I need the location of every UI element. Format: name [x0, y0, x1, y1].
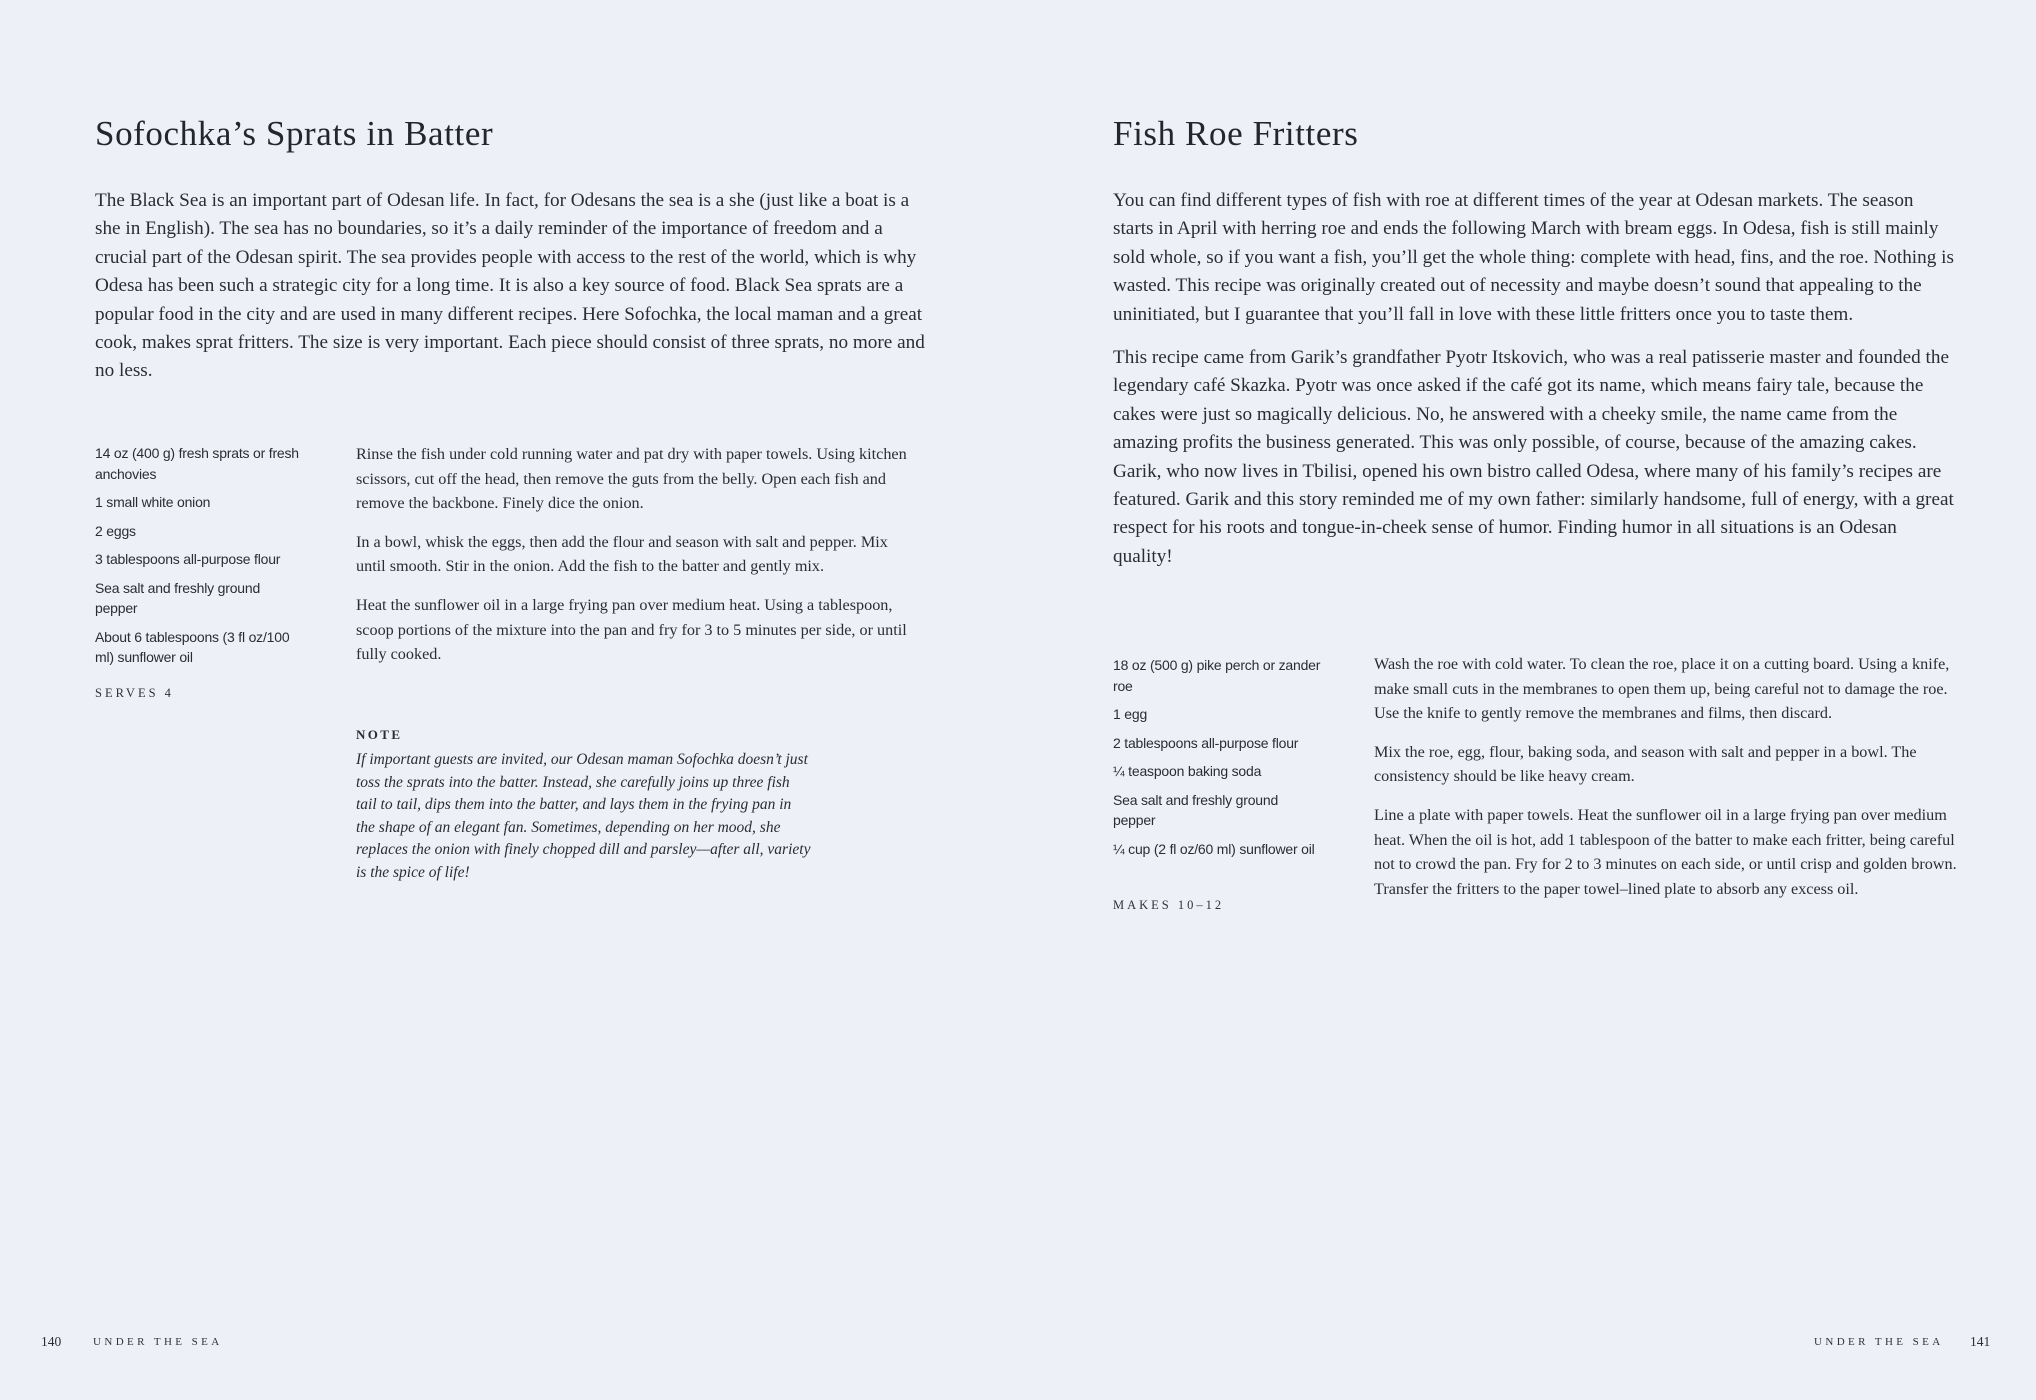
recipe-intro	[95, 187, 931, 401]
recipe-intro	[1113, 187, 1955, 586]
intro-paragraph: You can find different types of fish with roe at different times of the year at Odesan markets. The season starts in April with herring roe and ends the following March with bream eggs. In Odesa, fish is still mainly sold whole, so if you want a fish, you’ll get the whole thing: complete with head, fins, and the roe. Nothing is wasted. This recipe was originally created out of necessity and maybe doesn’t sound that appealing to the uninitiated, but I guarantee that you’ll fall in love with these little fritters once you to taste them.	[1113, 190, 1954, 325]
recipe-yield: SERVES 4	[95, 686, 174, 700]
ingredient-item: ¼ teaspoon baking soda	[1113, 763, 1262, 779]
ingredient-item: Sea salt and freshly ground pepper	[1113, 791, 1279, 828]
running-head: UNDER THE SEA	[93, 1336, 223, 1348]
recipe-title: Fish Roe Fritters	[1113, 114, 1359, 153]
method-steps	[356, 442, 916, 681]
ingredient-item: 2 tablespoons all-purpose flour	[1113, 734, 1299, 751]
ingredient-item: 2 eggs	[95, 522, 136, 539]
note-text: If important guests are invited, our Odesan maman Sofochka doesn’t just toss the sprats into the batter. Instead, she carefully joins up three fish tail to tail, dips them into the batter, and lays them in the frying pan in the shape of an elegant fan. Sometimes, depending on her mood, she replaces the onion with finely chopped dill and parsley—after all, variety is the spice of life!	[356, 751, 811, 881]
ingredient-list	[95, 443, 305, 676]
note-label: NOTE	[356, 727, 403, 742]
recipe-note	[356, 727, 811, 885]
recipe-yield: MAKES 10–12	[1113, 898, 1225, 912]
ingredient-list	[1113, 655, 1323, 867]
page-number: 140	[41, 1334, 62, 1349]
page-number: 141	[1970, 1334, 1991, 1349]
method-step: Wash the roe with cold water. To clean the roe, place it on a cutting board. Using a knife, make small cuts in the membranes to open them up, being careful not to damage the roe. Use the knife to gently remove the membranes and films, then discard.	[1374, 655, 1950, 723]
method-step: Heat the sunflower oil in a large frying pan over medium heat. Using a tablespoon, scoop portions of the mixture into the pan and fry for 3 to 5 minutes per side, or until fully cooked.	[356, 595, 907, 664]
right-page	[1018, 0, 2036, 1400]
method-step: Line a plate with paper towels. Heat the sunflower oil in a large frying pan over medium heat. When the oil is hot, add 1 tablespoon of the batter to make each fritter, being careful not to crowd the pan. Fry for 2 to 3 minutes on each side, or until crisp and golden brown. Transfer the fritters to the paper towel–lined plate to absorb any excess oil.	[1374, 805, 1957, 898]
recipe-title: Sofochka’s Sprats in Batter	[95, 114, 494, 153]
ingredient-item: ¼ cup (2 fl oz/60 ml) sunflower oil	[1113, 840, 1315, 857]
running-head: UNDER THE SEA	[1814, 1336, 1944, 1348]
method-step: Mix the roe, egg, flour, baking soda, and season with salt and pepper in a bowl. The consistency should be like heavy cream.	[1374, 742, 1917, 786]
intro-paragraph: This recipe came from Garik’s grandfather Pyotr Itskovich, who was a real patisserie master and founded the legendary café Skazka. Pyotr was once asked if the café got its name, which means fairy tale, because the cakes were just so magically delicious. No, he answered with a cheeky smile, the name came from the amazing profits the business generated. This was only possible, of course, because of the amazing cakes. Garik, who now lives in Tbilisi, opened his own bistro called Odesa, where many of his family’s recipes are featured. Garik and this story reminded me of my own father: similarly handsome, full of energy, with a great respect for his roots and tongue-in-cheek sense of humor. Finding humor in all situations is an Odesan quality!	[1113, 347, 1954, 567]
ingredient-item: Sea salt and freshly ground pepper	[95, 579, 261, 616]
ingredient-item: About 6 tablespoons (3 fl oz/100 ml) sunflower oil	[95, 628, 290, 665]
ingredient-item: 14 oz (400 g) fresh sprats or fresh anchovies	[95, 445, 299, 482]
intro-paragraph: The Black Sea is an important part of Odesan life. In fact, for Odesans the sea is a she (just like a boat is a she in English). The sea has no boundaries, so it’s a daily reminder of the importance of freedom and a crucial part of the Odesan spirit. The sea provides people with access to the rest of the world, which is why Odesa has been such a strategic city for a long time. It is also a key source of food. Black Sea sprats are a popular food in the city and are used in many different recipes. Here Sofochka, the local maman and a great cook, makes sprat fritters. The size is very important. Each piece should consist of three sprats, no more and no less.	[95, 190, 925, 382]
method-step: Rinse the fish under cold running water and pat dry with paper towels. Using kitchen scissors, cut off the head, then remove the guts from the belly. Open each fish and remove the backbone. Finely dice the onion.	[356, 445, 907, 513]
ingredient-item: 1 egg	[1113, 706, 1148, 722]
method-steps	[1374, 652, 1959, 915]
ingredient-item: 18 oz (500 g) pike perch or zander roe	[1113, 657, 1321, 694]
ingredient-item: 1 small white onion	[95, 494, 211, 510]
ingredient-item: 3 tablespoons all-purpose flour	[95, 551, 281, 567]
method-step: In a bowl, whisk the eggs, then add the flour and season with salt and pepper. Mix until smooth. Stir in the onion. Add the fish to the batter and gently mix.	[356, 532, 888, 576]
